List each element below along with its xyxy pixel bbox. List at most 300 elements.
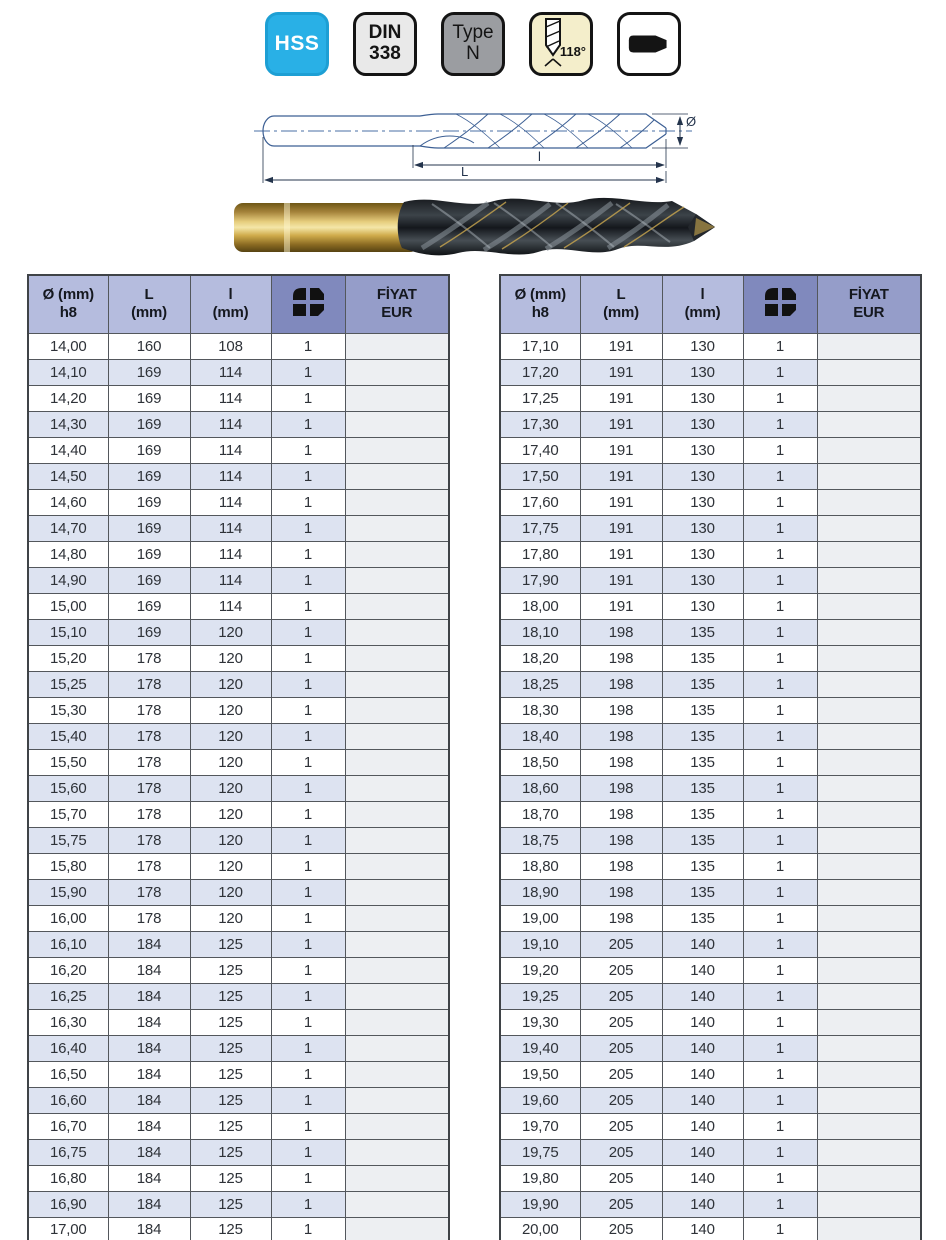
hss-badge <box>265 12 329 76</box>
total-length-cell: 205 <box>580 983 662 1009</box>
package-qty-cell: 1 <box>743 931 817 957</box>
package-qty-cell: 1 <box>743 905 817 931</box>
diameter-cell: 15,60 <box>28 775 108 801</box>
table-row <box>500 801 921 827</box>
flute-length-dim-label: l <box>538 149 541 164</box>
total-length-cell: 191 <box>580 385 662 411</box>
price-cell <box>345 801 449 827</box>
price-cell <box>345 905 449 931</box>
diameter-cell: 18,90 <box>500 879 580 905</box>
flute-length-cell: 140 <box>662 1009 743 1035</box>
product-badges <box>0 12 946 78</box>
table-row <box>28 723 449 749</box>
total-length-cell: 178 <box>108 775 190 801</box>
flute-length-cell: 114 <box>190 411 271 437</box>
package-qty-cell: 1 <box>271 749 345 775</box>
diameter-cell: 17,20 <box>500 359 580 385</box>
total-length-cell: 178 <box>108 853 190 879</box>
total-length-cell: 205 <box>580 1217 662 1240</box>
diameter-header: Ø (mm) h8 <box>28 275 108 333</box>
package-qty-cell: 1 <box>271 879 345 905</box>
price-cell <box>345 333 449 359</box>
diameter-cell: 14,60 <box>28 489 108 515</box>
diameter-cell: 14,40 <box>28 437 108 463</box>
price-cell <box>345 463 449 489</box>
package-qty-cell: 1 <box>743 697 817 723</box>
total-length-cell: 205 <box>580 1061 662 1087</box>
package-qty-cell: 1 <box>271 463 345 489</box>
diameter-cell: 18,00 <box>500 593 580 619</box>
total-length-cell: 191 <box>580 567 662 593</box>
diameter-cell: 14,90 <box>28 567 108 593</box>
price-cell <box>817 645 921 671</box>
size-tables <box>0 274 946 1240</box>
table-row <box>500 1139 921 1165</box>
diameter-cell: 14,20 <box>28 385 108 411</box>
flute-length-cell: 125 <box>190 1061 271 1087</box>
flute-length-cell: 135 <box>662 697 743 723</box>
diameter-cell: 18,30 <box>500 697 580 723</box>
table-row <box>28 1165 449 1191</box>
total-length-cell: 205 <box>580 1165 662 1191</box>
flute-length-cell: 140 <box>662 1087 743 1113</box>
diameter-cell: 16,60 <box>28 1087 108 1113</box>
price-cell <box>345 697 449 723</box>
diameter-cell: 17,80 <box>500 541 580 567</box>
package-qty-cell: 1 <box>743 879 817 905</box>
total-length-cell: 191 <box>580 463 662 489</box>
flute-length-cell: 135 <box>662 619 743 645</box>
flute-length-cell: 135 <box>662 723 743 749</box>
flute-length-cell: 130 <box>662 541 743 567</box>
total-length-cell: 198 <box>580 749 662 775</box>
flute-length-cell: 130 <box>662 359 743 385</box>
price-cell <box>817 1087 921 1113</box>
type-n-badge <box>441 12 505 76</box>
flute-length-cell: 140 <box>662 1165 743 1191</box>
flute-length-cell: 130 <box>662 437 743 463</box>
table-row <box>500 385 921 411</box>
package-qty-header <box>743 275 817 333</box>
price-cell <box>345 1139 449 1165</box>
price-cell <box>817 827 921 853</box>
diameter-cell: 18,40 <box>500 723 580 749</box>
price-cell <box>817 385 921 411</box>
cylindrical-shank-badge <box>617 12 681 76</box>
flute-length-cell: 135 <box>662 853 743 879</box>
flute-length-cell: 130 <box>662 385 743 411</box>
package-qty-cell: 1 <box>743 775 817 801</box>
table-row <box>28 1113 449 1139</box>
price-cell <box>345 541 449 567</box>
flute-length-cell: 135 <box>662 775 743 801</box>
diameter-cell: 15,40 <box>28 723 108 749</box>
package-qty-icon <box>762 283 798 321</box>
total-length-cell: 191 <box>580 411 662 437</box>
table-row <box>500 619 921 645</box>
total-length-cell: 198 <box>580 775 662 801</box>
package-qty-cell: 1 <box>271 775 345 801</box>
total-length-cell: 191 <box>580 541 662 567</box>
package-qty-cell: 1 <box>271 489 345 515</box>
diameter-cell: 16,90 <box>28 1191 108 1217</box>
table-row <box>28 1217 449 1240</box>
flute-length-cell: 120 <box>190 905 271 931</box>
size-table-left <box>27 274 450 1240</box>
total-length-cell: 169 <box>108 359 190 385</box>
din-338-badge <box>353 12 417 76</box>
price-cell <box>345 931 449 957</box>
diameter-cell: 18,60 <box>500 775 580 801</box>
price-cell <box>345 1191 449 1217</box>
price-cell <box>817 801 921 827</box>
total-length-cell: 198 <box>580 619 662 645</box>
price-cell <box>817 619 921 645</box>
package-qty-cell: 1 <box>271 593 345 619</box>
table-row <box>28 541 449 567</box>
diameter-cell: 16,25 <box>28 983 108 1009</box>
flute-length-cell: 135 <box>662 671 743 697</box>
package-qty-cell: 1 <box>271 1087 345 1113</box>
flute-length-cell: 114 <box>190 541 271 567</box>
total-length-cell: 198 <box>580 723 662 749</box>
package-qty-cell: 1 <box>271 905 345 931</box>
price-cell <box>345 827 449 853</box>
table-row <box>500 1035 921 1061</box>
table-row <box>28 801 449 827</box>
package-qty-cell: 1 <box>271 1139 345 1165</box>
table-row <box>500 827 921 853</box>
table-row <box>500 957 921 983</box>
price-cell <box>345 1165 449 1191</box>
total-length-dim-label: L <box>461 164 469 179</box>
table-row <box>28 411 449 437</box>
total-length-cell: 198 <box>580 879 662 905</box>
diameter-cell: 14,50 <box>28 463 108 489</box>
table-row <box>28 359 449 385</box>
price-cell <box>345 567 449 593</box>
drill-photo-svg <box>226 190 721 264</box>
table-row <box>28 515 449 541</box>
diameter-cell: 14,10 <box>28 359 108 385</box>
diameter-cell: 17,50 <box>500 463 580 489</box>
flute-length-cell: 125 <box>190 1035 271 1061</box>
package-qty-cell: 1 <box>743 437 817 463</box>
diameter-cell: 16,30 <box>28 1009 108 1035</box>
flute-length-cell: 130 <box>662 333 743 359</box>
flute-length-cell: 120 <box>190 619 271 645</box>
table-row <box>500 931 921 957</box>
table-row <box>500 1061 921 1087</box>
total-length-cell: 178 <box>108 697 190 723</box>
total-length-cell: 184 <box>108 1087 190 1113</box>
diameter-cell: 20,00 <box>500 1217 580 1240</box>
package-qty-cell: 1 <box>271 1165 345 1191</box>
price-cell <box>345 593 449 619</box>
flute-length-cell: 140 <box>662 1061 743 1087</box>
package-qty-cell: 1 <box>271 1113 345 1139</box>
total-length-cell: 178 <box>108 879 190 905</box>
table-header-row <box>500 275 921 333</box>
diameter-cell: 16,70 <box>28 1113 108 1139</box>
price-cell <box>345 983 449 1009</box>
package-qty-cell: 1 <box>271 333 345 359</box>
table-row <box>500 671 921 697</box>
flute-length-cell: 135 <box>662 801 743 827</box>
flute-length-cell: 114 <box>190 385 271 411</box>
total-length-cell: 191 <box>580 515 662 541</box>
package-qty-cell: 1 <box>271 827 345 853</box>
flute-length-cell: 130 <box>662 411 743 437</box>
flute-length-cell: 120 <box>190 749 271 775</box>
table-row <box>28 1009 449 1035</box>
price-cell <box>345 1061 449 1087</box>
package-qty-cell: 1 <box>271 385 345 411</box>
flute-length-cell: 130 <box>662 567 743 593</box>
package-qty-cell: 1 <box>271 437 345 463</box>
total-length-cell: 169 <box>108 541 190 567</box>
table-row <box>28 645 449 671</box>
price-cell <box>345 489 449 515</box>
diameter-cell: 19,25 <box>500 983 580 1009</box>
flute-length-cell: 114 <box>190 567 271 593</box>
diameter-cell: 16,10 <box>28 931 108 957</box>
table-row <box>28 1061 449 1087</box>
price-cell <box>817 1139 921 1165</box>
package-qty-cell: 1 <box>743 385 817 411</box>
table-row <box>500 723 921 749</box>
diameter-cell: 18,80 <box>500 853 580 879</box>
flute-length-cell: 114 <box>190 359 271 385</box>
total-length-header: L (mm) <box>108 275 190 333</box>
table-row <box>28 775 449 801</box>
table-row <box>28 385 449 411</box>
package-qty-cell: 1 <box>743 957 817 983</box>
package-qty-cell: 1 <box>271 983 345 1009</box>
price-cell <box>817 593 921 619</box>
diameter-cell: 15,30 <box>28 697 108 723</box>
table-row <box>500 1165 921 1191</box>
package-qty-cell: 1 <box>743 1061 817 1087</box>
total-length-cell: 184 <box>108 1191 190 1217</box>
table-row <box>28 749 449 775</box>
package-qty-cell: 1 <box>743 801 817 827</box>
package-qty-cell: 1 <box>743 827 817 853</box>
table-row <box>28 827 449 853</box>
flute-length-cell: 125 <box>190 1087 271 1113</box>
package-qty-cell: 1 <box>743 463 817 489</box>
diameter-cell: 19,90 <box>500 1191 580 1217</box>
flute-length-cell: 114 <box>190 593 271 619</box>
flute-length-cell: 120 <box>190 723 271 749</box>
price-cell <box>345 645 449 671</box>
diameter-cell: 17,10 <box>500 333 580 359</box>
package-qty-cell: 1 <box>743 1165 817 1191</box>
total-length-cell: 184 <box>108 1009 190 1035</box>
table-row <box>28 905 449 931</box>
price-header: FİYAT EUR <box>817 275 921 333</box>
size-table-right <box>499 274 922 1240</box>
flute-length-cell: 130 <box>662 593 743 619</box>
price-cell <box>817 1217 921 1240</box>
total-length-cell: 178 <box>108 723 190 749</box>
flute-length-cell: 114 <box>190 489 271 515</box>
total-length-cell: 198 <box>580 645 662 671</box>
table-row <box>28 931 449 957</box>
total-length-cell: 205 <box>580 931 662 957</box>
total-length-cell: 169 <box>108 463 190 489</box>
table-row <box>28 437 449 463</box>
table-row <box>500 1009 921 1035</box>
table-row <box>500 411 921 437</box>
price-cell <box>345 749 449 775</box>
total-length-cell: 178 <box>108 905 190 931</box>
total-length-cell: 178 <box>108 749 190 775</box>
package-qty-cell: 1 <box>743 359 817 385</box>
diameter-cell: 19,80 <box>500 1165 580 1191</box>
flute-length-cell: 114 <box>190 437 271 463</box>
table-row <box>28 1087 449 1113</box>
flute-length-cell: 114 <box>190 515 271 541</box>
total-length-cell: 191 <box>580 437 662 463</box>
price-cell <box>345 385 449 411</box>
flute-length-cell: 125 <box>190 1191 271 1217</box>
price-cell <box>817 749 921 775</box>
diameter-cell: 16,75 <box>28 1139 108 1165</box>
price-cell <box>345 879 449 905</box>
total-length-cell: 169 <box>108 437 190 463</box>
package-qty-cell: 1 <box>271 619 345 645</box>
diameter-cell: 18,50 <box>500 749 580 775</box>
total-length-cell: 191 <box>580 359 662 385</box>
table-row <box>500 567 921 593</box>
package-qty-cell: 1 <box>743 853 817 879</box>
flute-length-cell: 130 <box>662 463 743 489</box>
hss-label: HSS <box>274 32 320 55</box>
diameter-cell: 15,25 <box>28 671 108 697</box>
package-qty-cell: 1 <box>743 645 817 671</box>
diameter-cell: 16,00 <box>28 905 108 931</box>
price-cell <box>345 515 449 541</box>
package-qty-cell: 1 <box>271 645 345 671</box>
flute-length-cell: 120 <box>190 801 271 827</box>
diameter-cell: 19,40 <box>500 1035 580 1061</box>
package-qty-cell: 1 <box>743 723 817 749</box>
diameter-cell: 18,20 <box>500 645 580 671</box>
total-length-header: L (mm) <box>580 275 662 333</box>
table-row <box>500 463 921 489</box>
price-cell <box>345 1217 449 1240</box>
total-length-cell: 178 <box>108 827 190 853</box>
table-row <box>28 333 449 359</box>
diameter-cell: 15,20 <box>28 645 108 671</box>
total-length-cell: 184 <box>108 1035 190 1061</box>
flute-length-cell: 120 <box>190 671 271 697</box>
total-length-cell: 205 <box>580 1087 662 1113</box>
total-length-cell: 184 <box>108 983 190 1009</box>
flute-length-cell: 125 <box>190 1009 271 1035</box>
diameter-header: Ø (mm) h8 <box>500 275 580 333</box>
flute-length-cell: 135 <box>662 749 743 775</box>
package-qty-header <box>271 275 345 333</box>
package-qty-cell: 1 <box>743 541 817 567</box>
package-qty-cell: 1 <box>271 1217 345 1240</box>
price-cell <box>817 1009 921 1035</box>
price-cell <box>345 775 449 801</box>
package-qty-cell: 1 <box>271 957 345 983</box>
diameter-cell: 18,25 <box>500 671 580 697</box>
table-row <box>28 957 449 983</box>
flute-length-cell: 140 <box>662 1139 743 1165</box>
table-row <box>28 853 449 879</box>
flute-length-cell: 140 <box>662 957 743 983</box>
diameter-cell: 17,60 <box>500 489 580 515</box>
total-length-cell: 191 <box>580 333 662 359</box>
table-row <box>500 333 921 359</box>
price-cell <box>817 931 921 957</box>
drill-dimension-diagram <box>248 95 698 187</box>
package-qty-cell: 1 <box>271 1035 345 1061</box>
package-qty-cell: 1 <box>743 411 817 437</box>
package-qty-cell: 1 <box>743 1035 817 1061</box>
diameter-cell: 19,75 <box>500 1139 580 1165</box>
price-cell <box>817 489 921 515</box>
diameter-cell: 17,75 <box>500 515 580 541</box>
flute-length-cell: 135 <box>662 879 743 905</box>
total-length-cell: 169 <box>108 515 190 541</box>
flute-length-cell: 140 <box>662 1113 743 1139</box>
price-cell <box>345 359 449 385</box>
total-length-cell: 178 <box>108 645 190 671</box>
package-qty-cell: 1 <box>271 515 345 541</box>
flute-length-cell: 114 <box>190 463 271 489</box>
total-length-cell: 184 <box>108 957 190 983</box>
price-cell <box>817 671 921 697</box>
point-angle-label: 118° <box>559 44 586 59</box>
table-row <box>28 983 449 1009</box>
total-length-cell: 184 <box>108 1217 190 1240</box>
price-cell <box>817 775 921 801</box>
total-length-cell: 184 <box>108 1139 190 1165</box>
table-row <box>500 1113 921 1139</box>
flute-length-cell: 125 <box>190 1165 271 1191</box>
package-qty-cell: 1 <box>271 801 345 827</box>
price-cell <box>345 957 449 983</box>
package-qty-cell: 1 <box>743 515 817 541</box>
diameter-cell: 19,10 <box>500 931 580 957</box>
table-row <box>500 437 921 463</box>
diameter-cell: 15,70 <box>28 801 108 827</box>
total-length-cell: 205 <box>580 1139 662 1165</box>
flute-length-cell: 120 <box>190 645 271 671</box>
price-cell <box>345 671 449 697</box>
package-qty-cell: 1 <box>271 359 345 385</box>
flute-length-cell: 125 <box>190 957 271 983</box>
table-row <box>28 1191 449 1217</box>
type-line1: Type <box>452 22 494 44</box>
package-qty-cell: 1 <box>271 671 345 697</box>
diameter-cell: 17,25 <box>500 385 580 411</box>
diameter-cell: 17,40 <box>500 437 580 463</box>
price-cell <box>345 723 449 749</box>
diameter-cell: 14,80 <box>28 541 108 567</box>
total-length-cell: 178 <box>108 671 190 697</box>
diameter-cell: 14,00 <box>28 333 108 359</box>
diameter-cell: 15,80 <box>28 853 108 879</box>
table-row <box>28 879 449 905</box>
total-length-cell: 198 <box>580 801 662 827</box>
price-cell <box>817 853 921 879</box>
